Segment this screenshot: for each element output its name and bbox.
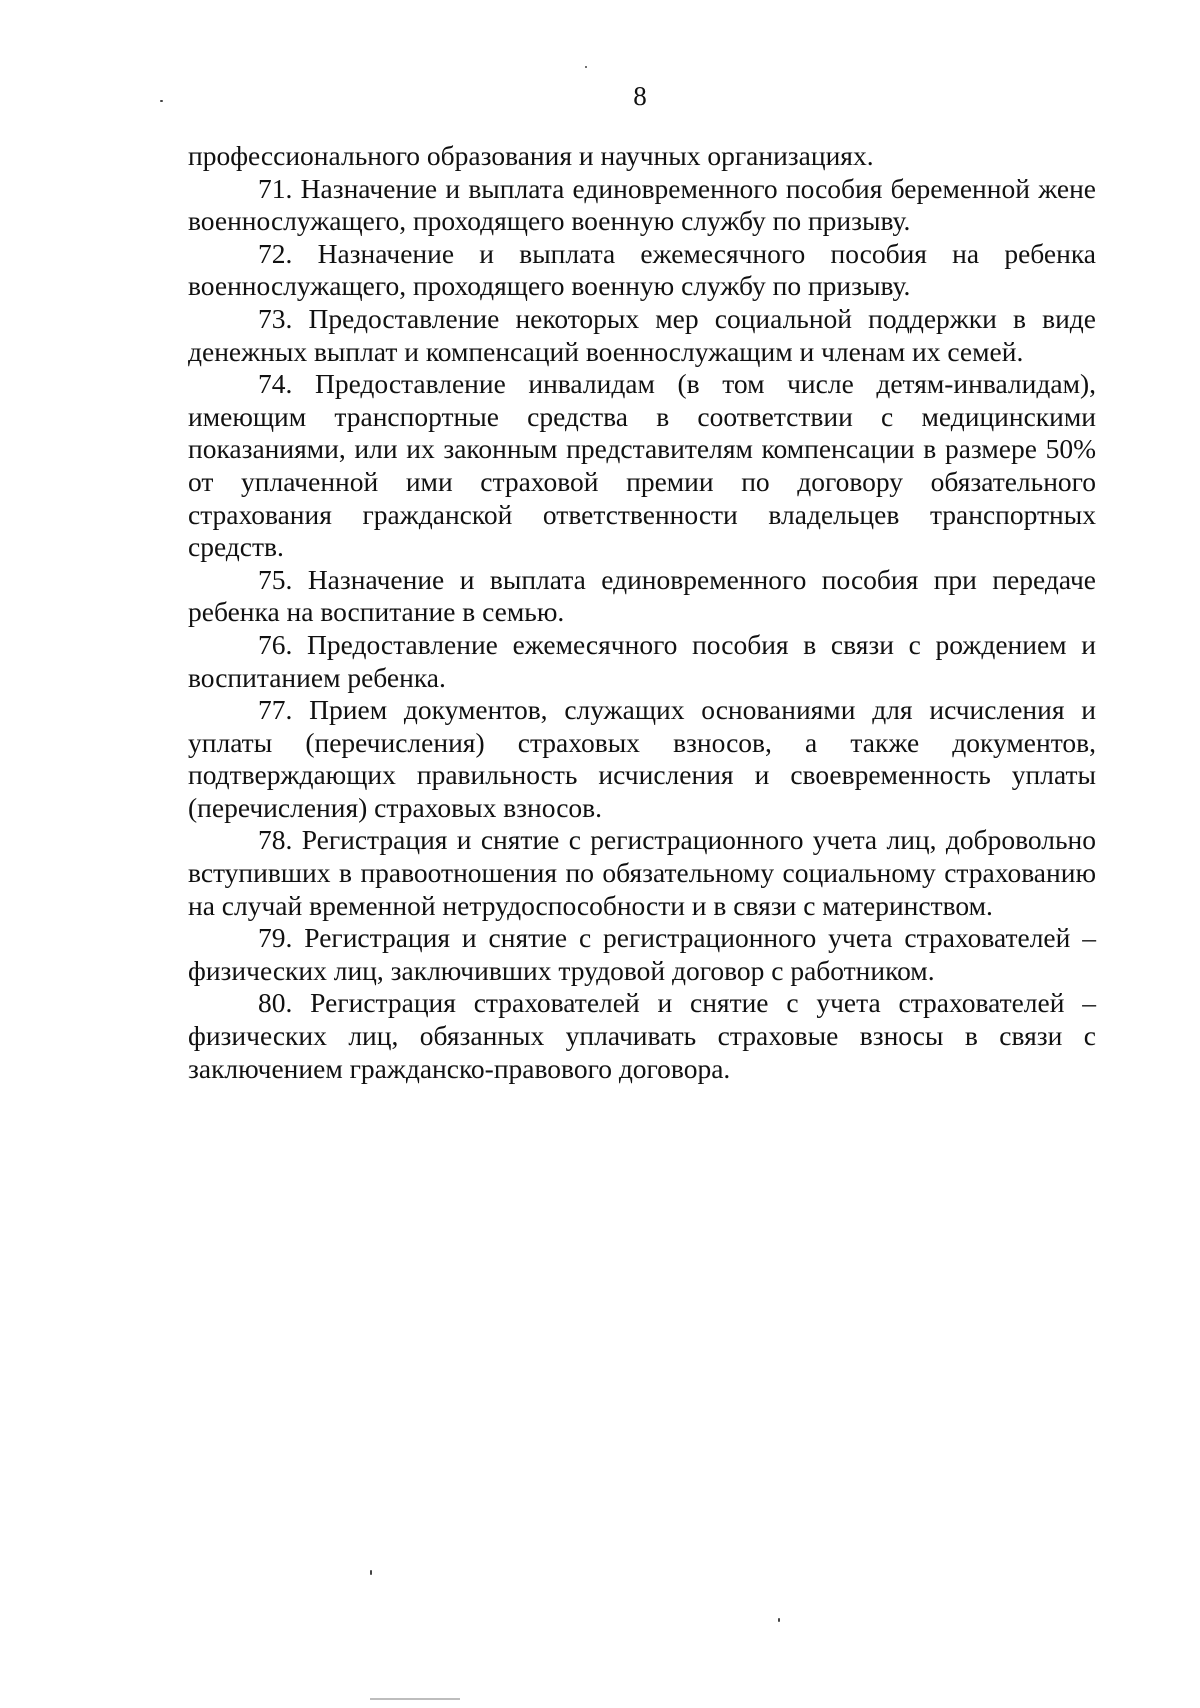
list-item-78: 78. Регистрация и снятие с регистрационного учета лиц, добровольно вступивших в правоотношения по обязательному социальному страхованию на случай временной нетрудоспособности и в связи с материнством.: [188, 824, 1096, 921]
list-item-77: 77. Прием документов, служащих основаниями для исчисления и уплаты (перечисления) страховых взносов, а также документов, подтверждающих правильность исчисления и своевременность уплаты (перечисления) страховых взносов.: [188, 694, 1096, 823]
document-body: [188, 140, 1096, 1085]
page-number: 8: [633, 81, 647, 111]
list-item-71: 71. Назначение и выплата единовременного пособия беременной жене военнослужащего, проходящего военную службу по призыву.: [188, 172, 1096, 237]
list-item-80: 80. Регистрация страхователей и снятие с учета страхователей – физических лиц, обязанных уплачивать страховые взносы в связи с заключением гражданско-правового договора.: [188, 987, 1096, 1084]
paragraph-continuation: профессионального образования и научных организациях.: [188, 140, 874, 171]
list-item-76: 76. Предоставление ежемесячного пособия в связи с рождением и воспитанием ребенка.: [188, 628, 1096, 693]
list-item-75: 75. Назначение и выплата единовременного пособия при передаче ребенка на воспитание в семью.: [188, 563, 1096, 628]
scan-speck: [778, 1618, 780, 1622]
scan-speck: [585, 66, 587, 68]
list-item-73: 73. Предоставление некоторых мер социальной поддержки в виде денежных выплат и компенсаций военнослужащим и членам их семей.: [188, 302, 1096, 367]
list-item-79: 79. Регистрация и снятие с регистрационного учета страхователей – физических лиц, заключивших трудовой договор с работником.: [188, 922, 1096, 986]
scan-speck: [160, 100, 163, 102]
scan-speck: [370, 1570, 372, 1575]
list-item-72: 72. Назначение и выплата ежемесячного пособия на ребенка военнослужащего, проходящего военную службу по призыву.: [188, 237, 1096, 302]
list-item-74: 74. Предоставление инвалидам (в том числе детям-инвалидам), имеющим транспортные средства в соответствии с медицинскими показаниями, или их законным представителям компенсации в размере 50% от уплаченной ими страховой премии по договору обязательного страхования гражданской ответственности владельцев транспортных средств.: [188, 368, 1096, 563]
scan-edge-mark: [370, 1698, 460, 1700]
